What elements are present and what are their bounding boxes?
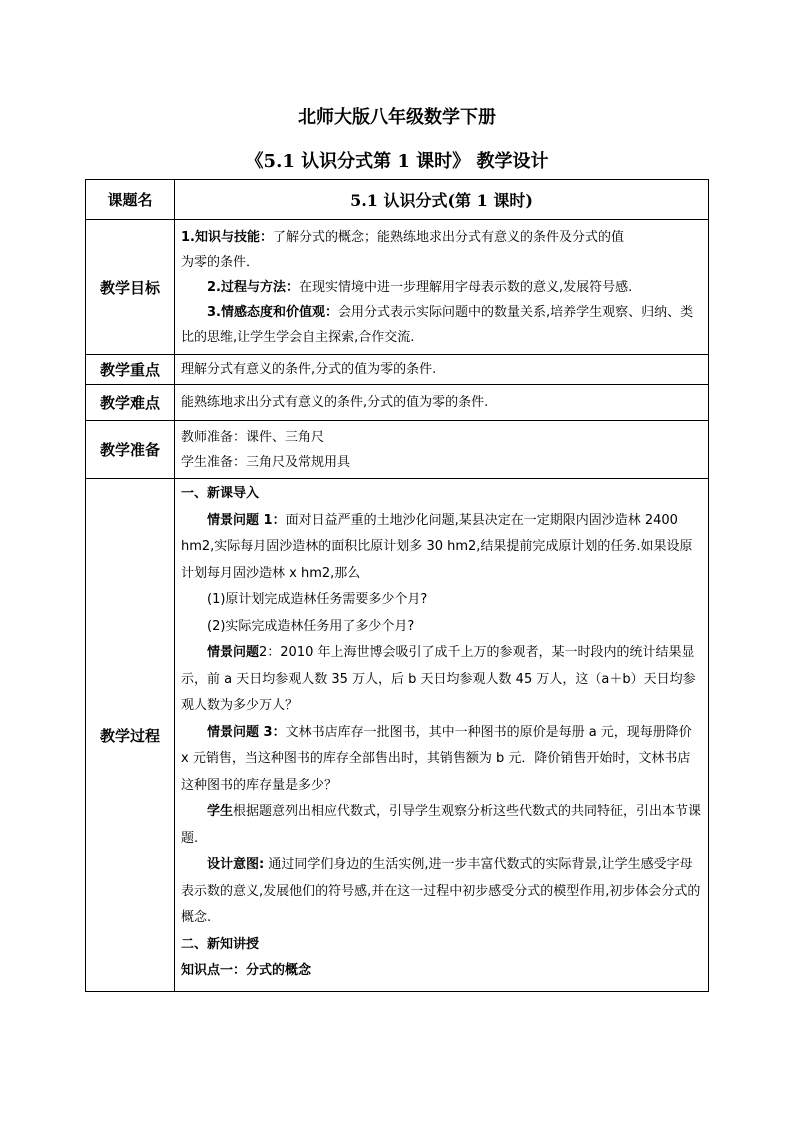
process-content <box>175 479 709 992</box>
objective-1: 1.知识与技能：了解分式的概念；能熟练地求出分式有意义的条件及分式的值 <box>181 229 624 245</box>
scenario-1: 情景问题 1：面对日益严重的土地沙化问题,某县决定在一定期限内固沙造林 2400 hm2,实际每月固沙造林的面积比原计划多 30 hm2,结果提前完成原计划的任务.如果设原计划每月固沙造林 x hm2,那么 <box>181 512 693 581</box>
objectives-content <box>175 220 709 355</box>
question-1: (1)原计划完成造林任务需要多少个月? <box>207 592 428 607</box>
table-row-topic <box>86 180 709 220</box>
table-row-preparation <box>86 421 709 479</box>
table-row-key-points <box>86 355 709 385</box>
objective-3: 3.情感态度和价值观：会用分式表示实际问题中的数量关系,培养学生观察、归纳、类比的思维,让学生学会自主探索,合作交流. <box>181 304 694 345</box>
section-new-knowledge: 二、新知讲授 <box>181 936 260 952</box>
difficulties-text: 能熟练地求出分式有意义的条件,分式的值为零的条件. <box>175 385 709 421</box>
process-label: 教学过程 <box>86 479 175 992</box>
knowledge-point-1: 知识点一：分式的概念 <box>181 963 312 978</box>
section-new-lesson: 一、新课导入 <box>181 486 260 501</box>
preparation-content <box>175 421 709 479</box>
teacher-preparation: 教师准备：课件、三角尺 <box>181 429 325 445</box>
key-points-label: 教学重点 <box>86 355 175 385</box>
table-row-process <box>86 479 709 992</box>
objective-2: 2.过程与方法：在现实情境中进一步理解用字母表示数的意义,发展符号感. <box>207 279 633 295</box>
key-points-text: 理解分式有意义的条件,分式的值为零的条件. <box>175 355 709 385</box>
topic-value: 5.1 认识分式(第 1 课时) <box>175 180 709 220</box>
topic-label: 课题名 <box>86 180 175 220</box>
student-preparation: 学生准备：三角尺及常规用具 <box>181 454 351 470</box>
document-subtitle: 《5.1 认识分式第 1 课时》 教学设计 <box>245 151 549 172</box>
table-row-objectives <box>86 220 709 355</box>
scenario-2: 情景问题2：2010 年上海世博会吸引了成千上万的参观者，某一时段内的统计结果显示，前 a 天日均参观人数 35 万人，后 b 天日均参观人数 45 万人，这（a＋b）天日均参观人数为多少万人？ <box>181 645 696 713</box>
difficulties-label: 教学难点 <box>86 385 175 421</box>
question-2: (2)实际完成造林任务用了多少个月? <box>207 618 415 634</box>
student-activity: 学生根据题意列出相应代数式，引导学生观察分析这些代数式的共同特征，引出本节课题. <box>181 804 702 846</box>
preparation-label: 教学准备 <box>86 421 175 479</box>
scenario-3: 情景问题 3：文林书店库存一批图书，其中一种图书的原价是每册 a 元，现每册降价 x 元销售，当这种图书的库存全部售出时，其销售额为 b 元．降价销售开始时，文林书店这种图书的库存量是多少？ <box>181 724 692 793</box>
lesson-plan-table <box>85 179 709 992</box>
objectives-label: 教学目标 <box>86 220 175 355</box>
objective-1-cont: 为零的条件． <box>181 254 260 270</box>
table-row-difficulties <box>86 385 709 421</box>
document-title: 北师大版八年级数学下册 <box>298 107 496 128</box>
design-intent: 设计意图: 通过同学们身边的生活实例,进一步丰富代数式的实际背景,让学生感受字母表示数的意义,发展他们的符号感,并在这一过程中初步感受分式的模型作用,初步体会分式的概念. <box>181 857 701 925</box>
